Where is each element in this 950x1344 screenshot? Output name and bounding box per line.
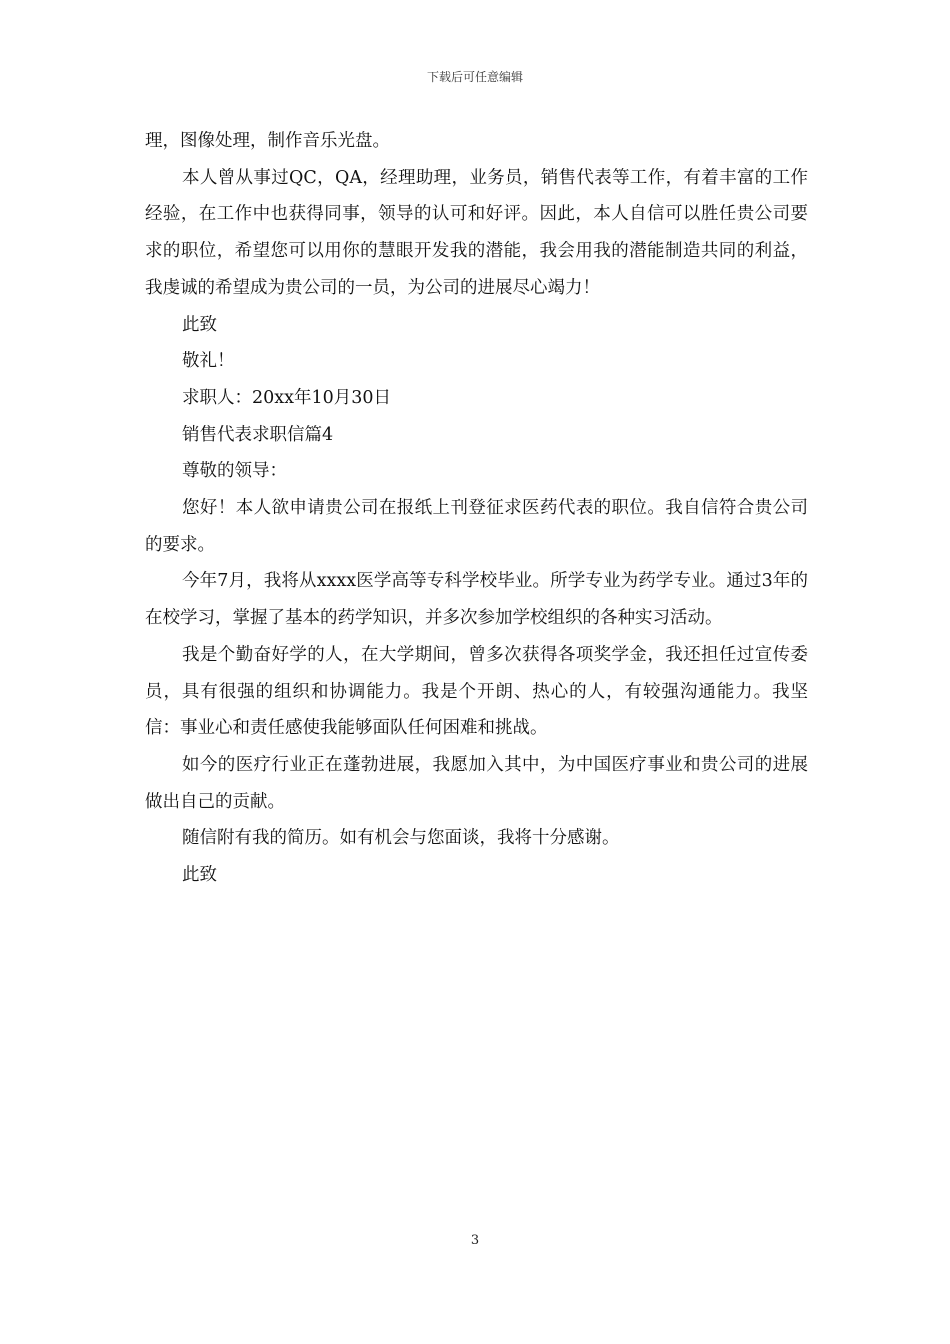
paragraph-education: 今年7月，我将从xxxx医学高等专科学校毕业。所学专业为药学专业。通过3年的在校学习，掌握了基本的药学知识，并多次参加学校组织的各种实习活动。 (145, 571, 808, 629)
closing-salutation: 此致 (182, 314, 217, 335)
closing-salutation-2: 此致 (182, 865, 217, 886)
paragraph-industry: 如今的医疗行业正在蓬勃进展，我愿加入其中，为中国医疗事业和贵公司的进展做出自己的贡献。 (145, 754, 808, 812)
paragraph-resume: 随信附有我的简历。如有机会与您面谈，我将十分感谢。 (182, 828, 620, 849)
greeting: 尊敬的领导： (182, 461, 287, 482)
signature-line: 求职人：20xx年10月30日 (182, 387, 392, 408)
closing-regards: 敬礼！ (182, 351, 235, 372)
paragraph-experience: 本人曾从事过QC，QA，经理助理，业务员，销售代表等工作，有着丰富的工作经验，在工作中也获得同事，领导的认可和好评。因此，本人自信可以胜任贵公司要求的职位，希望您可以用你的慧眼开发我的潜能，我会用我的潜能制造共同的利益，我虔诚的希望成为贵公司的一员，为公司的进展尽心竭力！ (145, 167, 808, 298)
page-header-note: 下载后可任意编辑 (426, 70, 523, 84)
paragraph-personality: 我是个勤奋好学的人，在大学期间，曾多次获得各项奖学金，我还担任过宣传委员，具有很强的组织和协调能力。我是个开朗、热心的人，有较强沟通能力。我坚信：事业心和责任感使我能够面队任何困难和挑战。 (145, 644, 808, 739)
paragraph-continuation: 理，图像处理，制作音乐光盘。 (145, 131, 390, 151)
page-number: 3 (470, 1233, 480, 1248)
letter-body (145, 123, 808, 894)
section-title: 销售代表求职信篇4 (182, 424, 334, 445)
paragraph-intro: 您好！本人欲申请贵公司在报纸上刊登征求医药代表的职位。我自信符合贵公司的要求。 (145, 498, 808, 555)
